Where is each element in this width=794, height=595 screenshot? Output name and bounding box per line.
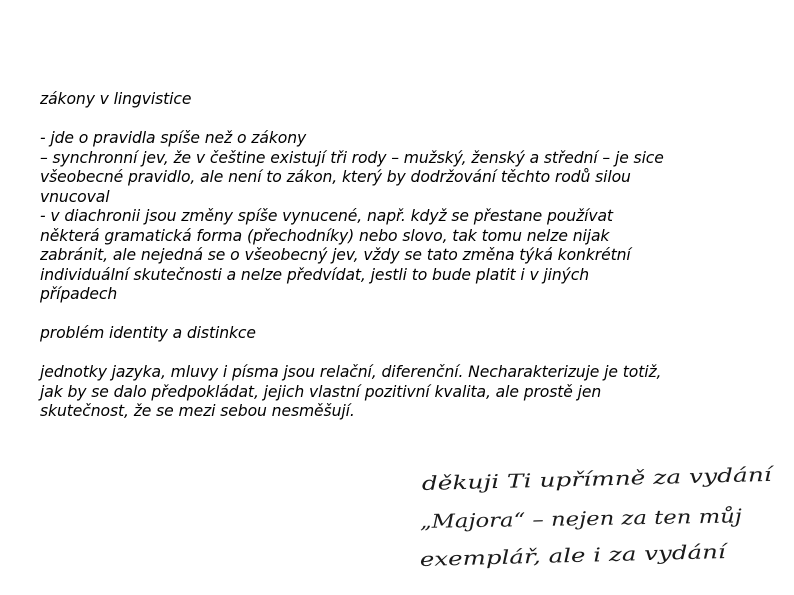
notes-line: jak by se dalo předpokládat, jejich vlastní pozitivní kvalita, ale prostě jen [40,382,602,401]
notes-line: - v diachronii jsou změny spíše vynucené, např. když se přestane používat [40,207,613,225]
blank-line [40,344,780,364]
notes-line: všeobecné pravidlo, ale není to zákon, který by dodržování těchto rodů silou [40,168,631,186]
handwritten-line: exemplář, ale i za vydání [419,542,658,571]
notes-line: zabránit, ale nejedná se o všeobecný jev, vždy se tato změna týká konkrétní [40,246,631,264]
notes-heading: zákony v lingvistice [40,90,192,108]
lecture-notes [40,90,780,422]
notes-line: některá gramatická forma (přechodníky) nebo slovo, tak tomu nelze nijak [40,226,610,245]
notes-line: skutečnost, že se mezi sebou nesměšují. [40,402,355,420]
notes-subheading: problém identity a distinkce [40,324,256,342]
handwritten-line: děkuji Ti upřímně za vydání [421,465,690,495]
handwritten-note [418,462,788,592]
notes-line: – synchronní jev, že v češtine existují tři rody – mužský, ženský a střední – je sice [40,148,664,167]
handwritten-note-drawing [418,462,788,592]
blank-line [40,110,780,130]
blank-line [40,305,780,325]
notes-line: - jde o pravidla spíše než o zákony [40,129,307,147]
notes-line: případech [40,285,118,303]
notes-line: jednotky jazyka, mluvy i písma jsou relační, diferenční. Necharakterizuje je totiž, [40,363,662,381]
notes-line: vnucoval [40,187,110,206]
handwritten-line: „Majora“ – nejen za ten můj [419,506,690,533]
notes-line: individuální skutečnosti a nelze předvídat, jestli to bude platit i v jiných [40,265,590,284]
